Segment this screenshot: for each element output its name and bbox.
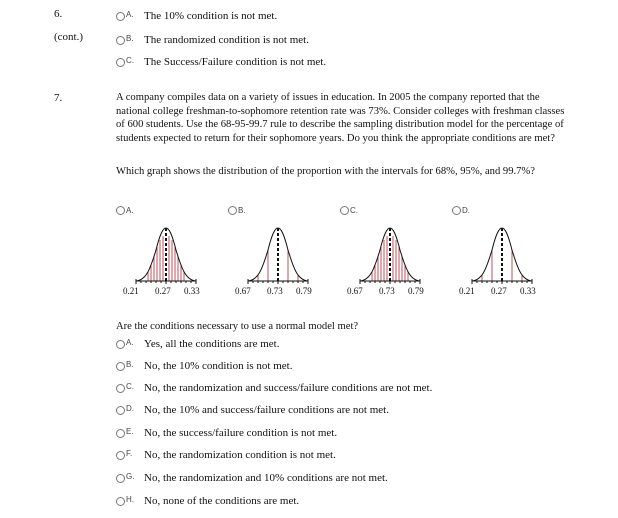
- option-letter: D.: [126, 403, 134, 413]
- radio-button-icon[interactable]: [228, 206, 237, 215]
- tick-label-left: 0.21: [123, 286, 139, 296]
- graph-option-b-radio[interactable]: [228, 206, 338, 215]
- option-letter: C.: [126, 55, 134, 65]
- question-6-cont-label: (cont.): [54, 31, 84, 43]
- conditions-option-f[interactable]: [116, 448, 336, 462]
- tick-label-right: 0.79: [408, 286, 424, 296]
- option-text: No, the 10% and success/failure conditions are not met.: [144, 404, 389, 416]
- radio-button-icon[interactable]: [116, 429, 125, 438]
- option-text: No, none of the conditions are met.: [144, 495, 300, 507]
- tick-label-right: 0.79: [296, 286, 312, 296]
- conditions-question: Are the conditions necessary to use a normal model met?: [116, 321, 359, 332]
- tick-label-left: 0.21: [459, 286, 475, 296]
- graph-question: Which graph shows the distribution of the proportion with the intervals for 68%, 95%, and 99.7%?: [116, 166, 535, 177]
- tick-label-left: 0.67: [347, 286, 363, 296]
- q6-option-c[interactable]: [116, 55, 326, 69]
- graph-option-c[interactable]: [340, 206, 450, 306]
- option-text: No, the randomization and success/failure conditions are not met.: [144, 382, 433, 394]
- tick-label-right: 0.33: [520, 286, 536, 296]
- tick-label-right: 0.33: [184, 286, 200, 296]
- graph-option-d[interactable]: [452, 206, 562, 306]
- conditions-option-b[interactable]: [116, 359, 292, 373]
- conditions-option-c[interactable]: [116, 381, 432, 395]
- tick-label-center: 0.73: [267, 286, 283, 296]
- option-letter: F.: [126, 448, 133, 458]
- option-letter: C.: [126, 381, 134, 391]
- option-letter: A.: [126, 337, 134, 347]
- option-letter: C.: [350, 206, 358, 215]
- option-text: No, the randomization and 10% conditions are not met.: [144, 472, 388, 484]
- radio-button-icon[interactable]: [452, 206, 461, 215]
- option-text: Yes, all the conditions are met.: [144, 338, 280, 350]
- radio-button-icon[interactable]: [116, 58, 125, 67]
- radio-button-icon[interactable]: [116, 384, 125, 393]
- option-letter: B.: [238, 206, 246, 215]
- normal-curve-dense-chart: [120, 220, 220, 310]
- radio-button-icon[interactable]: [116, 36, 125, 45]
- option-letter: B.: [126, 359, 134, 369]
- option-letter: A.: [126, 9, 134, 19]
- radio-button-icon[interactable]: [116, 340, 125, 349]
- option-letter: D.: [462, 206, 470, 215]
- option-text: The randomized condition is not met.: [144, 34, 309, 46]
- radio-button-icon[interactable]: [116, 406, 125, 415]
- radio-button-icon[interactable]: [116, 12, 125, 21]
- graph-option-d-radio[interactable]: [452, 206, 562, 215]
- option-letter: B.: [126, 33, 134, 43]
- conditions-option-h[interactable]: [116, 494, 299, 508]
- conditions-option-d[interactable]: [116, 403, 389, 417]
- option-text: No, the success/failure condition is not met.: [144, 427, 338, 439]
- option-letter: A.: [126, 206, 134, 215]
- option-text: No, the 10% condition is not met.: [144, 360, 293, 372]
- graph-option-c-radio[interactable]: [340, 206, 450, 215]
- q6-option-b[interactable]: [116, 33, 309, 47]
- q6-option-a[interactable]: [116, 9, 277, 23]
- tick-label-left: 0.67: [235, 286, 251, 296]
- conditions-option-a[interactable]: [116, 337, 279, 351]
- conditions-option-e[interactable]: [116, 426, 337, 440]
- question-6-number: 6.: [54, 8, 63, 20]
- option-letter: E.: [126, 426, 134, 436]
- radio-button-icon[interactable]: [340, 206, 349, 215]
- question-7-prompt: A company compiles data on a variety of issues in education. In 2005 the company reported that the national college freshman-to-sophomore retention rate was 73%. Consider colleges with freshman classes of 600 students. Use the 68-95-99.7 rule to describe the sampling distribution model for the percentage of students expected to return for their sophomore years. Do you think the appropriate conditions are met?: [116, 92, 565, 144]
- tick-label-center: 0.73: [379, 286, 395, 296]
- question-7-number: 7.: [54, 92, 63, 104]
- radio-button-icon[interactable]: [116, 451, 125, 460]
- option-text: The Success/Failure condition is not met.: [144, 56, 327, 68]
- normal-curve-sparse-chart: [232, 220, 332, 310]
- radio-button-icon[interactable]: [116, 497, 125, 506]
- graph-option-a-radio[interactable]: [116, 206, 226, 215]
- graph-option-b[interactable]: [228, 206, 338, 306]
- tick-label-center: 0.27: [491, 286, 507, 296]
- option-text: The 10% condition is not met.: [144, 10, 278, 22]
- option-letter: H.: [126, 494, 134, 504]
- option-letter: G.: [126, 471, 135, 481]
- tick-label-center: 0.27: [155, 286, 171, 296]
- normal-curve-sparse-chart: [456, 220, 556, 310]
- option-text: No, the randomization condition is not met.: [144, 449, 336, 461]
- conditions-option-g[interactable]: [116, 471, 388, 485]
- graph-option-a[interactable]: [116, 206, 226, 306]
- radio-button-icon[interactable]: [116, 206, 125, 215]
- normal-curve-dense-chart: [344, 220, 444, 310]
- radio-button-icon[interactable]: [116, 362, 125, 371]
- radio-button-icon[interactable]: [116, 474, 125, 483]
